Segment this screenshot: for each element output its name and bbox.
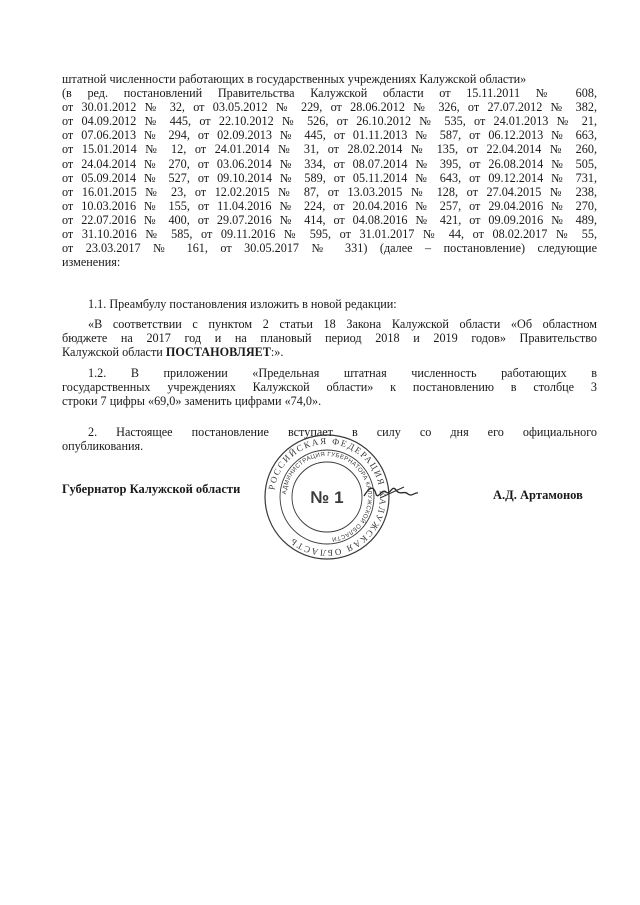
intro-line-2: (в ред. постановлений Правительства Калужской области от 15.11.2011 № 608, xyxy=(62,86,597,101)
preamble-line-2: бюджете на 2017 год и на плановый период 2018 и 2019 годов» Правительство xyxy=(62,331,597,346)
item-1-2-line-3: строки 7 цифры «69,0» заменить цифрами «74,0». xyxy=(62,394,322,409)
seal-outer-text: РОССИЙСКАЯ ФЕДЕРАЦИЯ КАЛУЖСКАЯ ОБЛАСТЬ xyxy=(266,435,389,559)
preamble-line-3-prefix: Калужской области xyxy=(62,345,166,360)
preamble-line-1: «В соответствии с пунктом 2 статьи 18 Закона Калужской области «Об областном xyxy=(88,317,597,331)
seal-inner-text: АДМИНИСТРАЦИЯ ГУБЕРНАТОРА КАЛУЖСКОЙ ОБЛАСТИ xyxy=(282,451,373,542)
intro-line-8: от 05.09.2014 № 527, от 09.10.2014 № 589, от 05.11.2014 № 643, от 09.12.2014 № 731, xyxy=(62,170,597,185)
intro-line-11: от 22.07.2016 № 400, от 29.07.2016 № 414, от 04.08.2016 № 421, от 09.09.2016 № 489, xyxy=(62,212,597,227)
intro-line-12: от 31.10.2016 № 585, от 09.11.2016 № 595, от 31.01.2017 № 44, от 08.02.2017 № 55, xyxy=(62,227,597,242)
item-1-2-line-2: государственных учреждениях Калужской области» к постановлению в столбце 3 xyxy=(62,380,597,395)
intro-line-10: от 10.03.2016 № 155, от 11.04.2016 № 224, от 20.04.2016 № 257, от 29.04.2016 № 270, xyxy=(62,198,597,213)
seal-number: № 1 xyxy=(310,488,344,507)
signatory-name: А.Д. Артамонов xyxy=(493,488,583,502)
intro-line-1: штатной численности работающих в государственных учреждениях Калужской области» xyxy=(62,72,527,86)
handwritten-signature xyxy=(360,478,420,508)
preamble-keyword: ПОСТАНОВЛЯЕТ xyxy=(165,345,271,360)
intro-line-9: от 16.01.2015 № 23, от 12.02.2015 № 87, от 13.03.2015 № 128, от 27.04.2015 № 238, xyxy=(62,184,597,199)
item-1-1 xyxy=(62,297,597,311)
intro-line-7: от 24.04.2014 № 270, от 03.06.2014 № 334, от 08.07.2014 № 395, от 26.08.2014 № 505, xyxy=(62,156,597,171)
item-1-2 xyxy=(62,366,597,408)
preamble-line-3-suffix: :». xyxy=(270,345,284,360)
signatory-position: Губернатор Калужской области xyxy=(62,482,241,496)
intro-line-4: от 04.09.2012 № 445, от 22.10.2012 № 526, от 26.10.2012 № 535, от 24.01.2013 № 21, xyxy=(62,114,597,129)
intro-line-5: от 07.06.2013 № 294, от 02.09.2013 № 445, от 01.11.2013 № 587, от 06.12.2013 № 663, xyxy=(62,128,597,143)
intro-paragraph xyxy=(62,72,597,269)
intro-line-14: изменения: xyxy=(62,255,121,270)
intro-line-13: от 23.03.2017 № 161, от 30.05.2017 № 331) (далее – постановление) следующие xyxy=(62,241,597,256)
item-2-line-1: 2. Настоящее постановление вступает в силу со дня его официального xyxy=(88,425,597,439)
preamble-line-3 xyxy=(62,345,597,359)
item-1-2-line-1: 1.2. В приложении «Предельная штатная численность работающих в xyxy=(88,366,597,380)
preamble-paragraph xyxy=(62,317,597,359)
item-2-line-2: опубликования. xyxy=(62,439,144,454)
intro-line-6: от 15.01.2014 № 12, от 24.01.2014 № 31, от 28.02.2014 № 135, от 22.04.2014 № 260, xyxy=(62,142,597,157)
item-1-1-text: 1.1. Преамбулу постановления изложить в новой редакции: xyxy=(88,297,397,311)
intro-line-3: от 30.01.2012 № 32, от 03.05.2012 № 229, от 28.06.2012 № 326, от 27.07.2012 № 382, xyxy=(62,100,597,115)
